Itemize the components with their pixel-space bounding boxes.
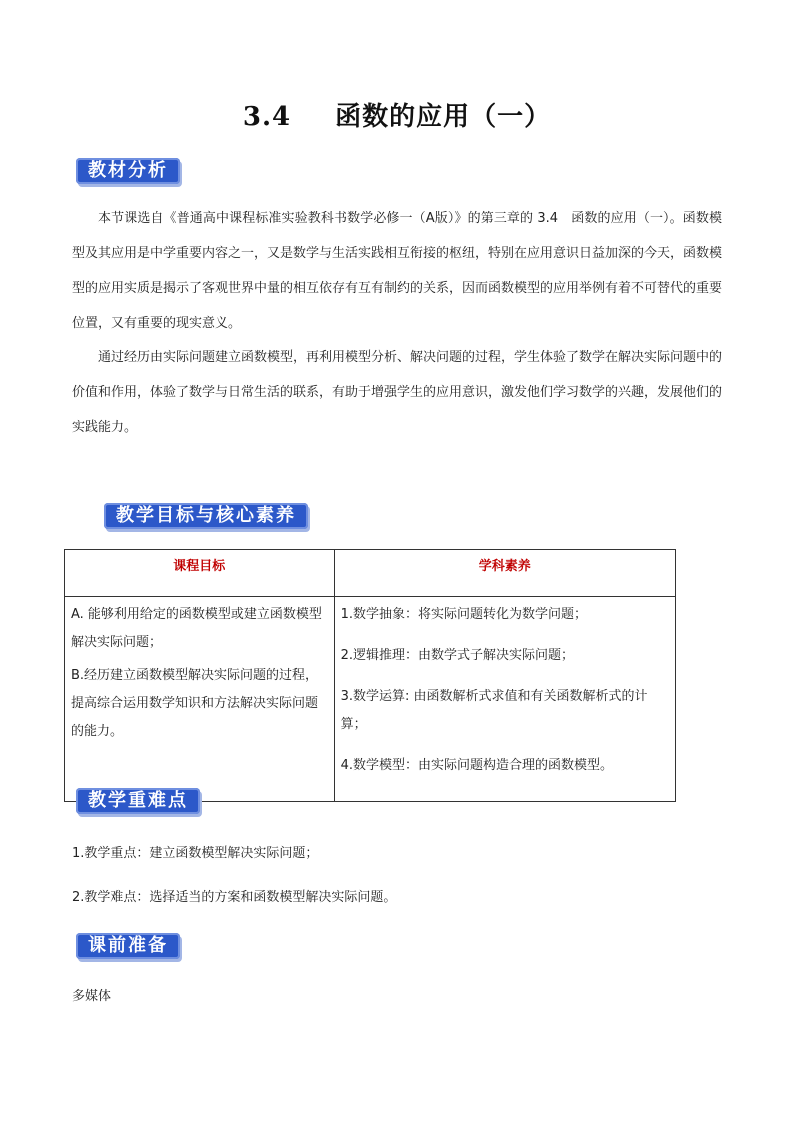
literacy-item-4: 4.数学模型：由实际问题构造合理的函数模型。 [340, 758, 613, 773]
course-goal-b: B.经历建立函数模型解决实际问题的过程，提高综合运用数学知识和方法解决实际问题的能力。 [71, 668, 319, 739]
course-goals-cell [65, 597, 335, 802]
literacy-item-1: 1.数学抽象：将实际问题转化为数学问题； [340, 607, 587, 622]
key-point-2: 2.教学难点：选择适当的方案和函数模型解决实际问题。 [72, 890, 397, 905]
header-literacy: 学科素养 [334, 550, 675, 597]
goals-table-header-row [65, 550, 676, 597]
literacy-item-3: 3.数学运算: 由函数解析式求值和有关函数解析式的计算； [340, 689, 648, 732]
key-point-1: 1.教学重点：建立函数模型解决实际问题； [72, 846, 319, 861]
section-label-preparation: 课前准备 [76, 933, 180, 959]
preparation-text: 多媒体 [72, 989, 112, 1004]
page-title [0, 96, 794, 133]
course-goal-a: A. 能够利用给定的函数模型或建立函数模型解决实际问题； [71, 607, 322, 650]
section-title: 函数的应用（一） [335, 102, 552, 132]
literacy-cell [334, 597, 675, 802]
goals-table [64, 549, 676, 802]
section-label-analysis: 教材分析 [76, 158, 180, 184]
section-label-key-points: 教学重难点 [76, 788, 200, 814]
analysis-paragraph-1: 本节课选自《普通高中课程标准实验教科书数学必修一（A版）》的第三章的 3.4 函数的应用（一）。函数模型及其应用是中学重要内容之一，又是数学与生活实践相互衔接的枢纽，特别在应用意识日益加深的今天，函数模型的应用实质是揭示了客观世界中量的相互依存有互有制约的关系，因而函数模型的应用举例有着不可替代的重要位置，又有重要的现实意义。 [72, 211, 723, 331]
header-course-goals: 课程目标 [65, 550, 335, 597]
analysis-paragraph-2: 通过经历由实际问题建立函数模型，再利用模型分析、解决问题的过程，学生体验了数学在解决实际问题中的价值和作用，体验了数学与日常生活的联系，有助于增强学生的应用意识，激发他们学习数学的兴趣，发展他们的实践能力。 [72, 350, 723, 435]
section-label-goals: 教学目标与核心素养 [104, 503, 308, 529]
goals-table-row [65, 597, 676, 802]
literacy-item-2: 2.逻辑推理：由数学式子解决实际问题； [340, 648, 574, 663]
section-number: 3.4 [242, 102, 292, 132]
